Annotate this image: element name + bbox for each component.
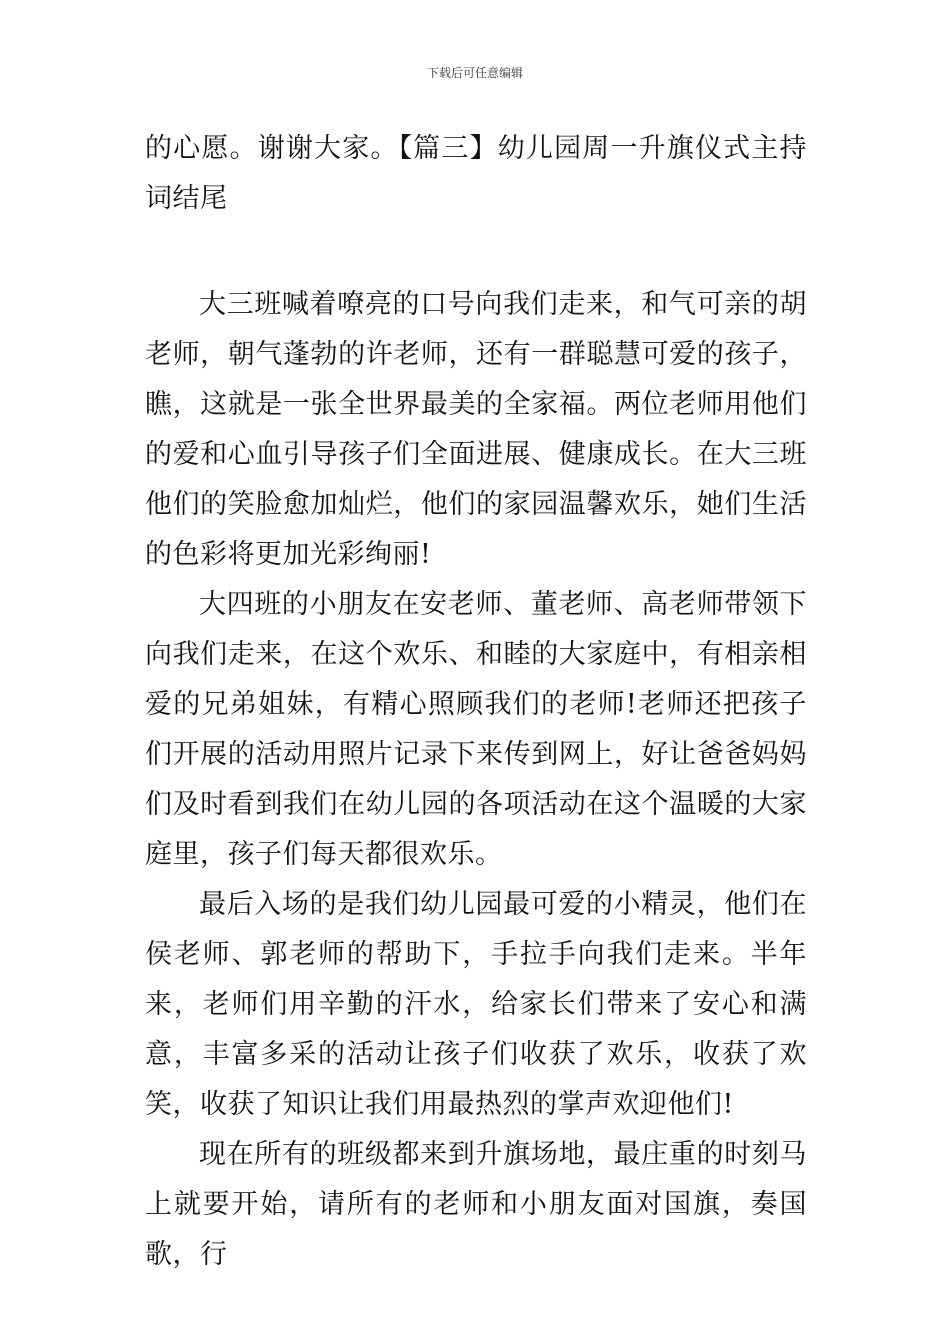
paragraph-class-4: 大四班的小朋友在安老师、董老师、高老师带领下向我们走来，在这个欢乐、和睦的大家庭中，有相亲相爱的兄弟姐妹，有精心照顾我们的老师!老师还把孩子们开展的活动用照片记录下来传到网上，好让爸爸妈妈们及时看到我们在幼儿园的各项活动在这个温暖的大家庭里，孩子们每天都很欢乐。 xyxy=(145,589,807,870)
page-header: 下载后可任意编辑 xyxy=(426,66,523,80)
paragraph-spacer xyxy=(145,224,807,280)
paragraph-last-entry: 最后入场的是我们幼儿园最可爱的小精灵，他们在侯老师、郭老师的帮助下，手拉手向我们走来。半年来，老师们用辛勤的汗水，给家长们带来了安心和满意，丰富多采的活动让孩子们收获了欢乐，收获了欢笑，收获了知识让我们用最热烈的掌声欢迎他们! xyxy=(145,889,807,1120)
document-body xyxy=(145,124,807,1280)
paragraph-flag-ceremony: 现在所有的班级都来到升旗场地，最庄重的时刻马上就要开始，请所有的老师和小朋友面对国旗，奏国歌，行 xyxy=(145,1139,807,1270)
paragraph-class-3: 大三班喊着嘹亮的口号向我们走来，和气可亲的胡老师，朝气蓬勃的许老师，还有一群聪慧可爱的孩子，瞧，这就是一张全世界最美的全家福。两位老师用他们的爱和心血引导孩子们全面进展、健康成长。在大三班他们的笑脸愈加灿烂，他们的家园温馨欢乐，她们生活的色彩将更加光彩绚丽! xyxy=(145,289,807,570)
paragraph-continuation: 的心愿。谢谢大家。【篇三】幼儿园周一升旗仪式主持词结尾 xyxy=(145,133,807,214)
